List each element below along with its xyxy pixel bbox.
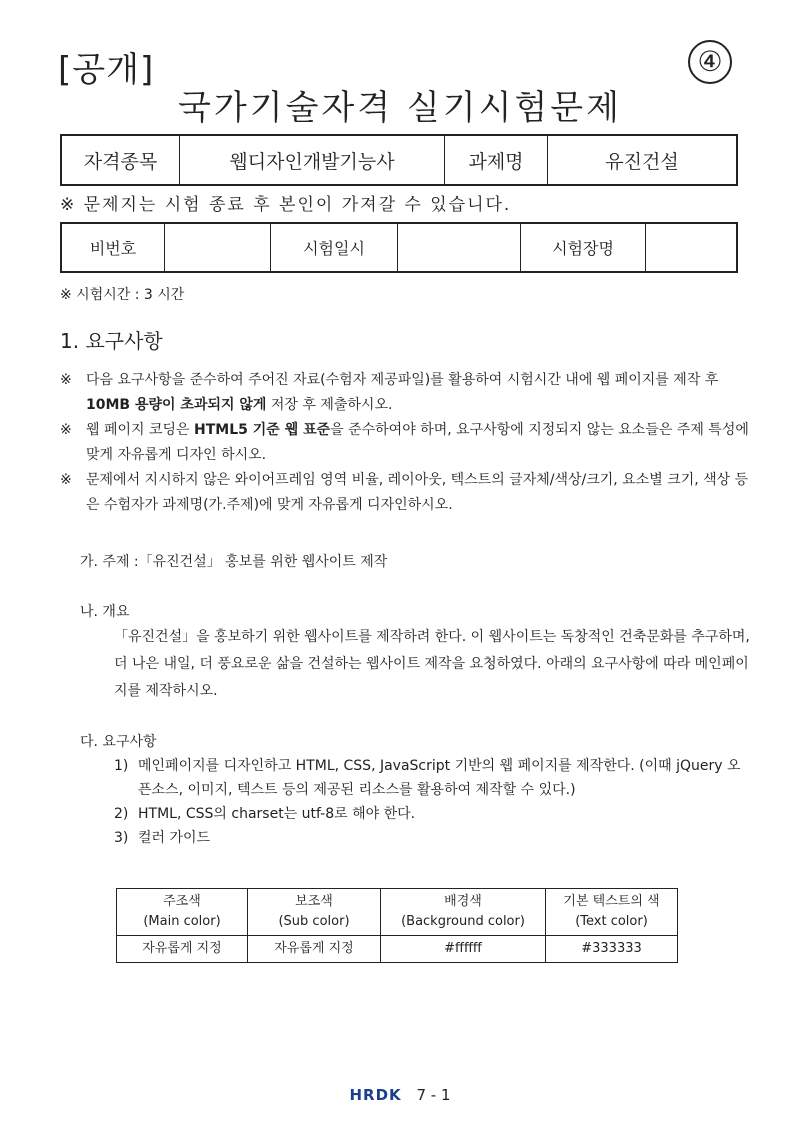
reference-mark: ※: [60, 422, 72, 438]
table-row: [117, 889, 678, 936]
section-heading: 1. 요구사항: [60, 329, 163, 353]
hrdk-logo: HRDK: [349, 1086, 402, 1104]
web-standard-emphasis: HTML5 기준 웹 표준: [194, 422, 331, 438]
page-footer: [0, 1086, 800, 1104]
requirements-heading: 다. 요구사항: [80, 734, 157, 750]
task-value: 유진건설: [548, 135, 738, 185]
reference-mark: ※: [60, 472, 72, 488]
table-cell: 자유롭게 지정: [117, 936, 248, 963]
category-label: 자격종목: [61, 135, 180, 185]
problem-number-badge: ④: [688, 40, 732, 84]
subject-line: 가. 주제 :「유진건설」 홍보를 위한 웹사이트 제작: [80, 554, 388, 570]
table-row: [117, 936, 678, 963]
exam-info-table: [60, 222, 738, 273]
task-label: 과제명: [445, 135, 548, 185]
exam-id-value: [165, 223, 271, 272]
exam-date-label: 시험일시: [271, 223, 398, 272]
table-cell: 자유롭게 지정: [248, 936, 381, 963]
exam-id-label: 비번호: [61, 223, 165, 272]
category-value: 웹디자인개발기능사: [180, 135, 445, 185]
table-header-cell: 배경색 (Background color): [381, 889, 546, 936]
document-title: 국가기술자격 실기시험문제: [178, 88, 622, 128]
overview-body: 「유진건설」을 홍보하기 위한 웹사이트를 제작하려 한다. 이 웹사이트는 독창적인 건축문화를 추구하며, 더 나은 내일, 더 풍요로운 삶을 건설하는 웹사이트 제작을 요청하였다. 아래의 요구사항에 따라 메인페이지를 제작하시오.: [114, 629, 750, 699]
table-header-cell: 보조색 (Sub color): [248, 889, 381, 936]
public-tag: [공개]: [58, 50, 155, 90]
color-guide-table: [116, 888, 678, 963]
time-limit: ※ 시험시간 : 3 시간: [60, 287, 185, 303]
requirement-item: ※ 웹 페이지 코딩은 HTML5 기준 웹 표준을 준수하여야 하며, 요구사항에 지정되지 않는 요소들은 주제 특성에 맞게 자유롭게 디자인 하시오.: [60, 418, 760, 468]
table-cell: #ffffff: [381, 936, 546, 963]
exam-room-label: 시험장명: [521, 223, 646, 272]
list-item: 3) 컬러 가이드: [114, 830, 211, 846]
requirements-items: [114, 754, 754, 850]
reference-mark: ※: [60, 372, 72, 388]
overview-heading: 나. 개요: [80, 604, 130, 620]
table-header-cell: 주조색 (Main color): [117, 889, 248, 936]
notice-text: ※ 문제지는 시험 종료 후 본인이 가져갈 수 있습니다.: [60, 195, 512, 215]
requirement-item: ※ 문제에서 지시하지 않은 와이어프레임 영역 비율, 레이아웃, 텍스트의 글자체/색상/크기, 요소별 크기, 색상 등은 수험자가 과제명(가.주제)에 맞게 자유롭게 디자인하시오.: [60, 468, 760, 518]
page-number: 7 - 1: [416, 1086, 451, 1104]
table-header-cell: 기본 텍스트의 색 (Text color): [546, 889, 678, 936]
table-cell: #333333: [546, 936, 678, 963]
list-item: 2) HTML, CSS의 charset는 utf-8로 해야 한다.: [114, 806, 416, 822]
list-item: 1) 메인페이지를 디자인하고 HTML, CSS, JavaScript 기반의 웹 페이지를 제작한다. (이때 jQuery 오픈소스, 이미지, 텍스트 등의 제공된 리소스를 활용하여 제작할 수 있다.): [114, 758, 741, 798]
qualification-info-table: [60, 134, 738, 186]
exam-room-value: [646, 223, 738, 272]
size-limit-emphasis: 10MB 용량이 초과되지 않게: [86, 397, 267, 413]
exam-date-value: [398, 223, 521, 272]
requirements-list: [60, 368, 760, 518]
requirement-item: ※ 다음 요구사항을 준수하여 주어진 자료(수험자 제공파일)를 활용하여 시험시간 내에 웹 페이지를 제작 후 10MB 용량이 초과되지 않게 저장 후 제출하시오.: [60, 368, 760, 418]
